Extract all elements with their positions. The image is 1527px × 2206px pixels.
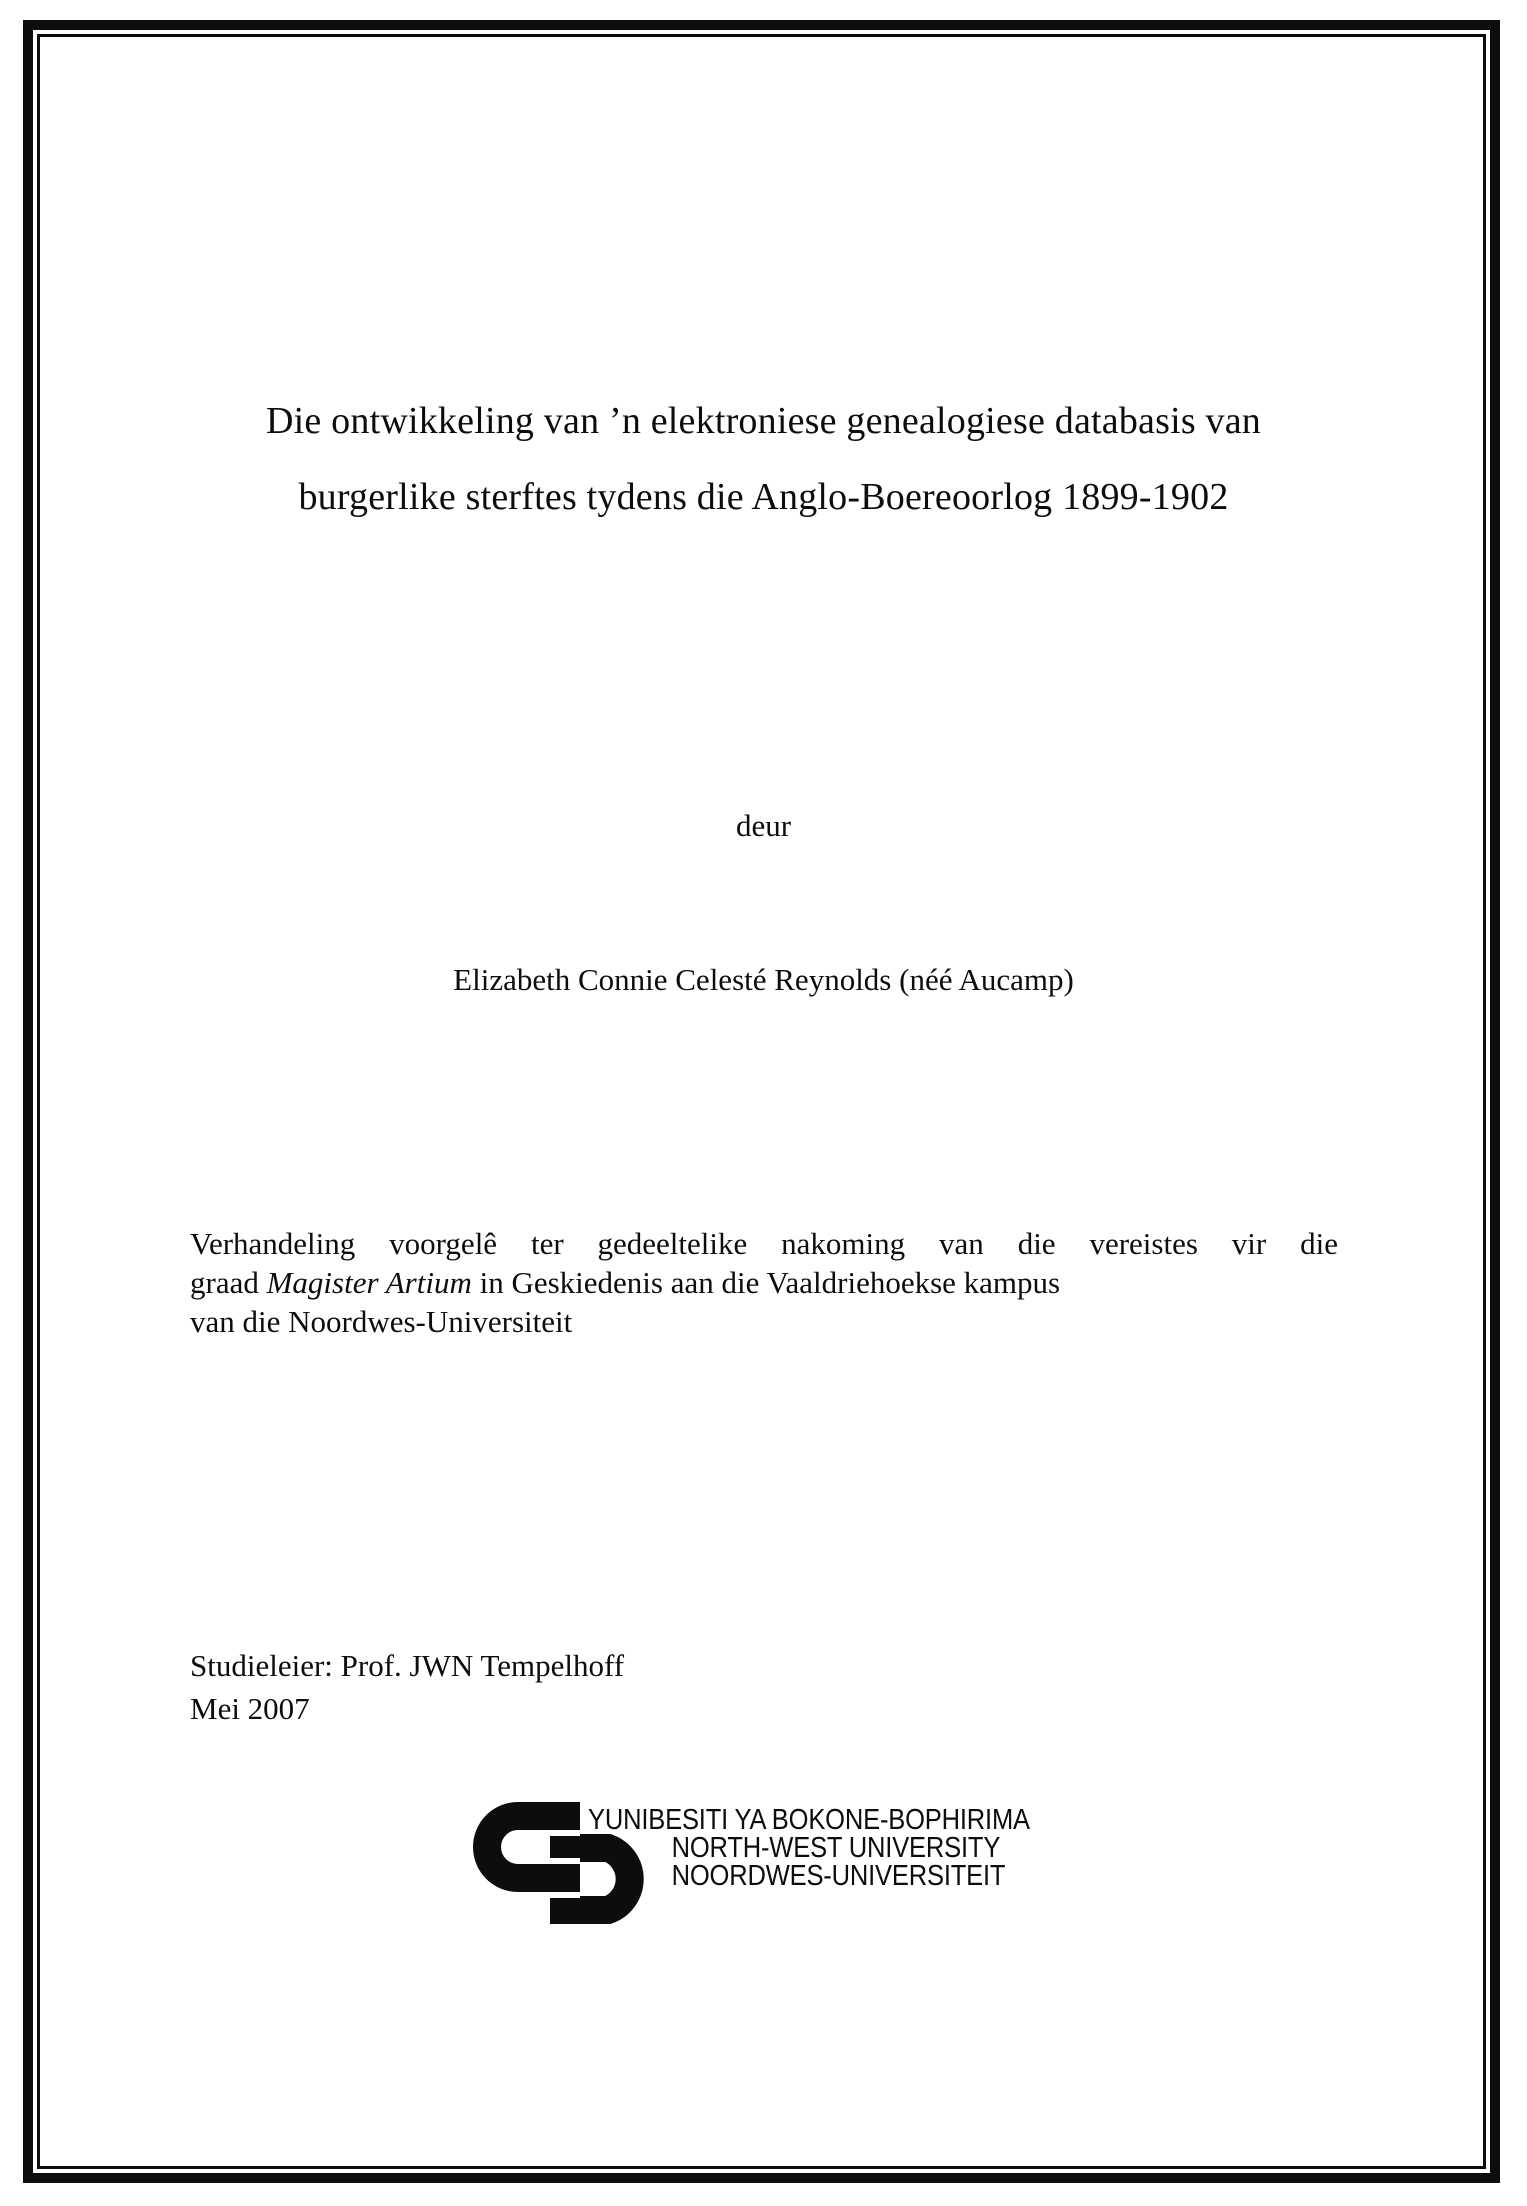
submission-statement	[190, 1224, 1338, 1341]
byline-deur: deur	[735, 808, 792, 843]
author-name: Elizabeth Connie Celesté Reynolds (néé Aucamp)	[453, 962, 1074, 997]
date-line: Mei 2007	[190, 1691, 310, 1726]
degree-name-italic: Magister Artium	[266, 1265, 472, 1300]
supervisor-block	[190, 1644, 624, 1730]
statement-line-2-suffix: in Geskiedenis aan die Vaaldriehoekse kampus	[471, 1265, 1061, 1300]
university-logo-wordmark	[588, 1806, 1030, 1890]
logo-line-afrikaans: NOORDWES-UNIVERSITEIT	[671, 1860, 1006, 1892]
submission-statement-line-3: van die Noordwes-Universiteit	[190, 1304, 573, 1339]
thesis-title-line-1: Die ontwikkeling van ’n elektroniese genealogiese databasis van	[266, 400, 1261, 442]
supervisor-line: Studieleier: Prof. JWN Tempelhoff	[190, 1648, 625, 1683]
statement-line-2-prefix: graad	[190, 1265, 267, 1300]
submission-statement-line-2	[190, 1263, 1338, 1302]
submission-statement-line-1: Verhandeling voorgelê ter gedeeltelike nakoming van die vereistes vir die	[190, 1226, 1338, 1261]
logo-line-setswana: YUNIBESITI YA BOKONE-BOPHIRIMA	[588, 1804, 1030, 1836]
thesis-title-line-2: burgerlike sterftes tydens die Anglo-Boereoorlog 1899-1902	[298, 476, 1229, 518]
logo-line-english: NORTH-WEST UNIVERSITY	[671, 1832, 1001, 1864]
